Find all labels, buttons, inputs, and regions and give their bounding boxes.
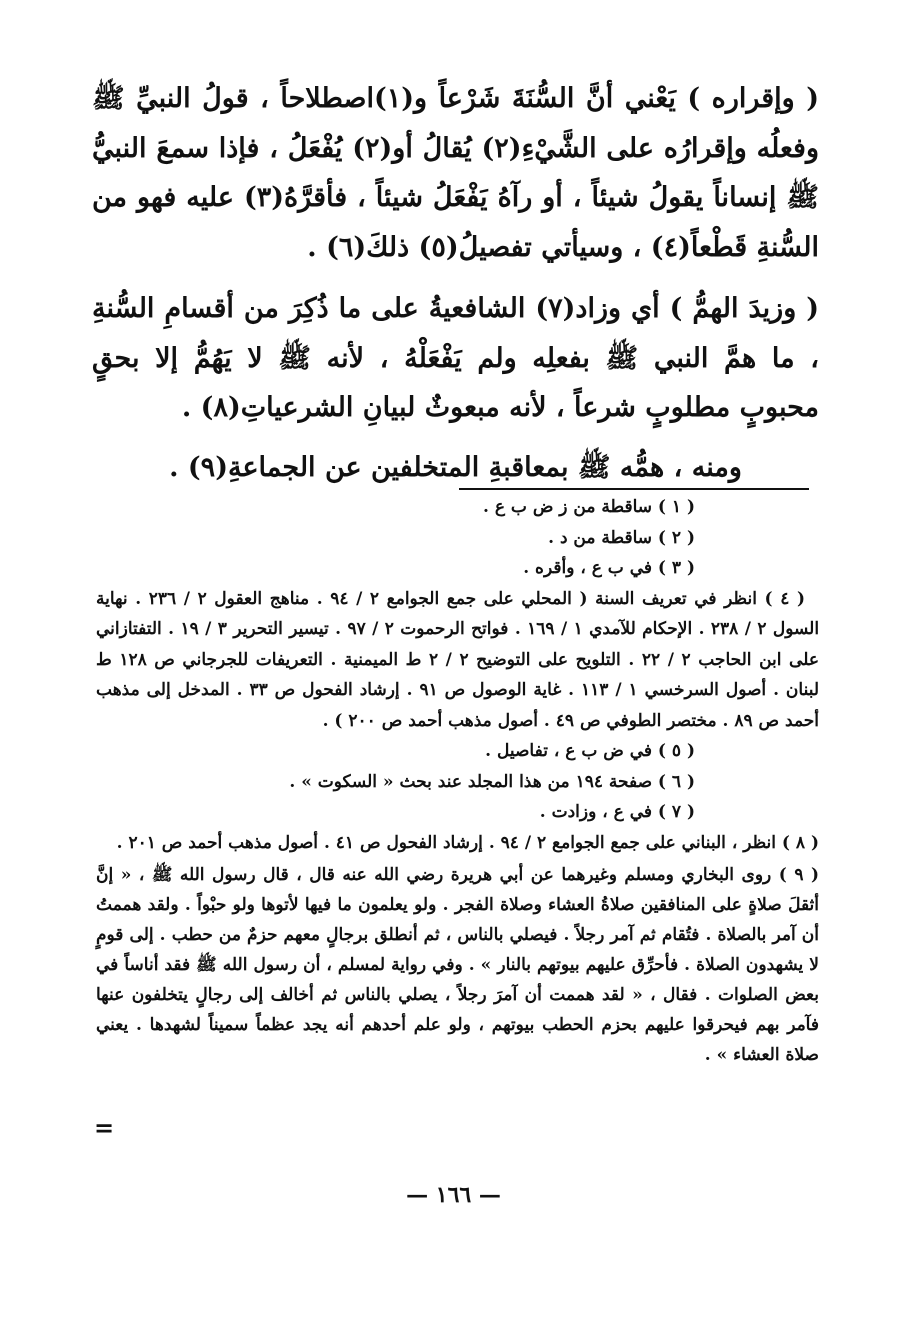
footnote-2: ( ٢ ) ساقطة من د . <box>548 527 695 548</box>
footnote-1: ( ١ ) ساقطة من ز ض ب ع . <box>483 497 695 517</box>
footnote-separator <box>459 488 809 490</box>
footnote-8: ( ٨ ) انظر ، البناني على جمع الجوامع ٢ / ٩٤ . إرشاد الفحول ص ٤١ . أصول مذهب أحمد ص ٢٠١ . <box>116 832 819 853</box>
footnote-5: ( ٥ ) في ض ب ع ، تفاصيل . <box>485 741 695 761</box>
footnote-3: ( ٣ ) في ب ع ، وأقره . <box>523 558 695 578</box>
paragraph-intention: ( وزيدَ الهمُّ ) أي وزاد(٧) الشافعيةُ على ما ذُكِرَ من أقسامِ السُّنةِ ، ما همَّ النبي ﷺ بفعلِه ولم يَفْعَلْهُ ، لأنه ﷺ لا يَهُمُّ إلا بحقٍ محبوبٍ مطلوبٍ شرعاً ، لأنه مبعوثٌ لبيانِ الشرعياتِ(٨) . <box>92 293 819 423</box>
main-text <box>92 74 819 502</box>
footnote-4: ( ٤ ) انظر في تعريف السنة ( المحلي على جمع الجوامع ٢ / ٩٤ . مناهج العقول ٢ / ٢٣٦ . نهاية السول ٢ / ٢٣٨ . الإحكام للآمدي ١ / ١٦٩ . فواتح الرحموت ٢ / ٩٧ . تيسير التحرير ٣ / ١٩ . التفتازاني على ابن الحاجب ٢ / ٢٢ . التلويح على التوضيح ٢ / ٢ ط الميمنية . التعريفات للجرجاني ص ١٢٨ ط لبنان . أصول السرخسي ١ / ١١٣ . غاية الوصول ص ٩١ . إرشاد الفحول ص ٣٣ . المدخل إلى مذهب أحمد ص ٨٩ . مختصر الطوفي ص ٤٩ . أصول مذهب أحمد ص ٢٠٠ ) . <box>96 588 820 731</box>
footnote-6: ( ٦ ) صفحة ١٩٤ من هذا المجلد عند بحث « السكوت » . <box>289 771 695 792</box>
paragraph-example: ومنه ، همُّه ﷺ بمعاقبةِ المتخلفين عن الجماعةِ(٩) . <box>169 451 742 483</box>
footnote-7: ( ٧ ) في ع ، وزادت . <box>539 802 695 822</box>
paragraph-definition: ( وإقراره ) يَعْني أنَّ السُّنَةَ شَرْعاً و(١)اصطلاحاً ، قولُ النبيِّ ﷺ وفعلُه وإقرارُه على الشَّيْءِ(٢) يُقالُ أو(٢) يُفْعَلُ ، فإذا سمعَ النبيُّ ﷺ إنساناً يقولُ شيئاً ، أو رآهُ يَفْعَلُ شيئاً ، فأقرَّهُ(٣) عليه فهو من السُّنةِ قَطْعاً(٤) ، وسيأتي تفصيلُ(٥) ذلكَ(٦) . <box>92 83 820 263</box>
footnotes <box>96 492 819 1070</box>
page-number: — ١٦٦ — <box>406 1182 501 1208</box>
continuation-mark: = <box>94 1113 115 1142</box>
footnote-9: ( ٩ ) روى البخاري ومسلم وغيرهما عن أبي هريرة رضي الله عنه قال ، قال رسول الله ﷺ ، « إنَّ أثقلَ صلاةٍ على المنافقين صلاةُ العشاء وصلاة الفجر . ولو يعلمون ما فيها لأتوها ولو حبْواً . ولقد هممتُ أن آمر بالصلاة . فتُقام ثم آمر رجلاً . فيصلي بالناس ، ثم أنطلق برجالٍ معهم حزمٌ من حطب . إلى قومٍ لا يشهدون الصلاة . فأحرِّق عليهم بيوتهم بالنار » . وفي رواية لمسلم ، أن رسول الله ﷺ فقد أناساً في بعض الصلوات . فقال ، « لقد هممت أن آمرَ رجلاً ، يصلي بالناس ثم أخالف إلى رجالٍ يتخلفون عنها فآمر بهم فيحرقوا عليهم بحزم الحطب بيوتهم ، ولو علم أحدهم أنه يجد عظماً سميناً لشهدها . يعني صلاة العشاء » . <box>96 865 819 1065</box>
